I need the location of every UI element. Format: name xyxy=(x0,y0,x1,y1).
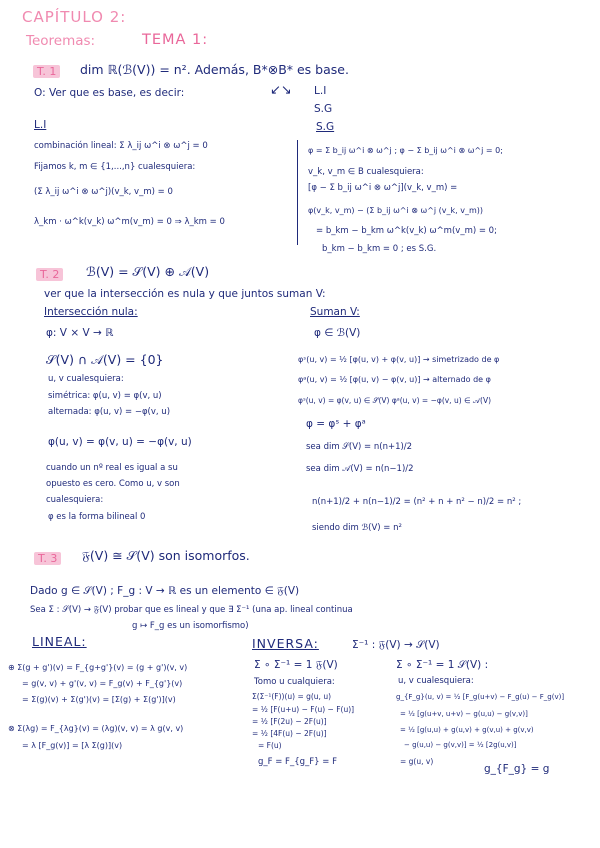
theorem-1-statement: dim ℝ(ℬ(V)) = n². Además, B*⊗B* es base. xyxy=(80,62,349,77)
inv-right-line-6: = g(u, v) xyxy=(400,757,434,766)
li-line-1: combinación lineal: Σ λ_ij ω^i ⊗ ω^j = 0 xyxy=(34,141,208,151)
t2-left-line-10: φ es la forma bilineal 0 xyxy=(48,512,146,522)
li-line-3: (Σ λ_ij ω^i ⊗ ω^j)(v_k, v_m) = 0 xyxy=(34,187,173,197)
sg-line-6: b_km − b_km = 0 ; es S.G. xyxy=(322,244,437,254)
theorem-2-badge: T. 2 xyxy=(36,268,63,281)
inv-right-head: Σ ∘ Σ⁻¹ = 1 𝒮(V) : xyxy=(396,659,489,671)
arrow-icon: ↙↘ xyxy=(270,83,292,98)
sg-line-5: = b_km − b_km ω^k(v_k) ω^m(v_m) = 0; xyxy=(316,226,497,236)
t2-right-line-8: n(n+1)/2 + n(n−1)/2 = (n² + n + n² − n)/2 = n² ; xyxy=(312,497,522,507)
t2-right-line-4: φˢ(u, v) = φ(v, u) ∈ 𝒮(V) φᵃ(u, v) = −φ(v, u) ∈ 𝒜(V) xyxy=(298,396,492,405)
t2-left-line-6: φ(u, v) = φ(v, u) = −φ(v, u) xyxy=(48,436,192,448)
lineal-line-1: ⊕ Σ(g + g')(v) = F_{g+g'}(v) = (g + g')(v, v) xyxy=(8,663,188,672)
t3-line-3: g ↦ F_g es un isomorfismo) xyxy=(132,621,249,631)
inv-left-line-7: = F(u) xyxy=(258,741,282,750)
t2-left-line-8: opuesto es cero. Como u, v son xyxy=(46,479,180,489)
sg-title: S.G xyxy=(316,121,335,133)
sg-line-1: φ = Σ b_ij ω^i ⊗ ω^j ; φ − Σ b_ij ω^i ⊗ ω^j = 0; xyxy=(308,146,503,155)
li-line-2: Fijamos k, m ∈ {1,...,n} cualesquiera: xyxy=(34,162,196,172)
inv-right-line-7: g_{F_g} = g xyxy=(484,763,550,775)
inv-left-line-2: Tomo u cualquiera: xyxy=(254,677,335,687)
inv-left-line-6: = ½ [4F(u) − 2F(u)] xyxy=(252,729,327,738)
goal-sg: S.G xyxy=(314,103,333,115)
inversa-head: Σ⁻¹ : 𝔉(V) → 𝒮(V) xyxy=(352,639,440,651)
theorem-1-goal: O: Ver que es base, es decir: xyxy=(34,87,185,99)
t2-left-title: Intersección nula: xyxy=(44,306,138,318)
inv-right-line-2: g_{F_g}(u, v) = ½ [F_g(u+v) − F_g(u) − F_g(v)] xyxy=(396,693,565,701)
inv-right-line-5: − g(u,u) − g(v,v)] = ½ [2g(u,v)] xyxy=(404,741,517,749)
inv-left-line-1: Σ ∘ Σ⁻¹ = 1 𝔉(V) xyxy=(254,659,338,671)
t1-divider xyxy=(297,140,298,245)
lineal-line-3: = Σ(g)(v) + Σ(g')(v) = [Σ(g) + Σ(g')](v) xyxy=(22,695,176,704)
t2-left-line-7: cuando un nº real es igual a su xyxy=(46,463,178,473)
t2-right-line-2: φˢ(u, v) = ½ [φ(u, v) + φ(v, u)] → simetrizado de φ xyxy=(298,355,500,364)
inv-left-line-4: = ½ [F(u+u) − F(u) − F(u)] xyxy=(252,705,355,714)
t2-right-line-5: φ = φˢ + φᵃ xyxy=(306,418,366,430)
theorem-2-statement: ℬ(V) = 𝒮(V) ⊕ 𝒜(V) xyxy=(86,264,210,279)
sg-line-3: [φ − Σ b_ij ω^i ⊗ ω^j](v_k, v_m) = xyxy=(308,183,458,193)
t3-line-1: Dado g ∈ 𝒮(V) ; F_g : V → ℝ es un elemento ∈ 𝔉(V) xyxy=(30,585,300,597)
t2-left-line-1: φ: V × V → ℝ xyxy=(46,327,114,339)
sg-line-4: φ(v_k, v_m) − (Σ b_ij ω^i ⊗ ω^j (v_k, v_m)) xyxy=(308,206,483,215)
t2-right-title: Suman V: xyxy=(310,306,360,318)
t2-right-line-7: sea dim 𝒜(V) = n(n−1)/2 xyxy=(306,464,414,474)
t3-line-2: Sea Σ : 𝒮(V) → 𝔉(V) probar que es lineal y que ∃ Σ⁻¹ (una ap. lineal continua xyxy=(30,605,353,615)
t2-left-line-2: 𝒮(V) ∩ 𝒜(V) = {0} xyxy=(46,352,164,367)
theorem-3-badge: T. 3 xyxy=(34,552,61,565)
t2-right-line-9: siendo dim ℬ(V) = n² xyxy=(312,523,402,533)
sg-line-2: v_k, v_m ∈ B cualesquiera: xyxy=(308,167,424,177)
tema-label: TEMA 1: xyxy=(142,32,209,48)
theorems-label: Teoremas: xyxy=(26,33,96,49)
goal-li: L.I xyxy=(314,85,327,97)
t2-left-line-4: simétrica: φ(u, v) = φ(v, u) xyxy=(48,391,162,401)
theorem-1-badge: T. 1 xyxy=(33,65,60,78)
li-title: L.I xyxy=(34,119,47,131)
t2-left-line-5: alternada: φ(u, v) = −φ(v, u) xyxy=(48,407,171,417)
theorem-3-statement: 𝔉(V) ≅ 𝒮(V) son isomorfos. xyxy=(82,548,250,563)
t2-right-line-1: φ ∈ ℬ(V) xyxy=(314,327,361,339)
lineal-line-2: = g(v, v) + g'(v, v) = F_g(v) + F_{g'}(v) xyxy=(22,679,183,688)
inv-right-line-4: = ½ [g(u,u) + g(u,v) + g(v,u) + g(v,v) xyxy=(400,726,534,734)
t2-right-line-6: sea dim 𝒮(V) = n(n+1)/2 xyxy=(306,442,413,452)
lineal-line-4: ⊗ Σ(λg) = F_{λg}(v) = (λg)(v, v) = λ g(v, v) xyxy=(8,724,184,733)
lineal-title: LINEAL: xyxy=(32,634,87,649)
t2-left-line-3: u, v cualesquiera: xyxy=(48,374,124,384)
li-line-4: λ_km · ω^k(v_k) ω^m(v_m) = 0 ⇒ λ_km = 0 xyxy=(34,217,225,227)
inv-left-line-3: Σ(Σ⁻¹(F))(u) = g(u, u) xyxy=(252,692,332,701)
inv-left-line-5: = ½ [F(2u) − 2F(u)] xyxy=(252,717,327,726)
inv-left-line-8: g_F = F_{g_F} = F xyxy=(258,757,337,767)
lineal-line-5: = λ [F_g(v)] = [λ Σ(g)](v) xyxy=(22,741,123,750)
t2-left-line-9: cualesquiera: xyxy=(46,495,104,505)
chapter-title: CAPÍTULO 2: xyxy=(22,8,127,26)
inv-right-line-1: u, v cualesquiera: xyxy=(398,676,474,686)
inv-right-line-3: = ½ [g(u+v, u+v) − g(u,u) − g(v,v)] xyxy=(400,710,528,718)
inversa-title: INVERSA: xyxy=(252,636,319,651)
theorem-2-goal: ver que la intersección es nula y que juntos suman V: xyxy=(44,288,326,300)
t2-right-line-3: φᵃ(u, v) = ½ [φ(u, v) − φ(v, u)] → alternado de φ xyxy=(298,375,491,384)
